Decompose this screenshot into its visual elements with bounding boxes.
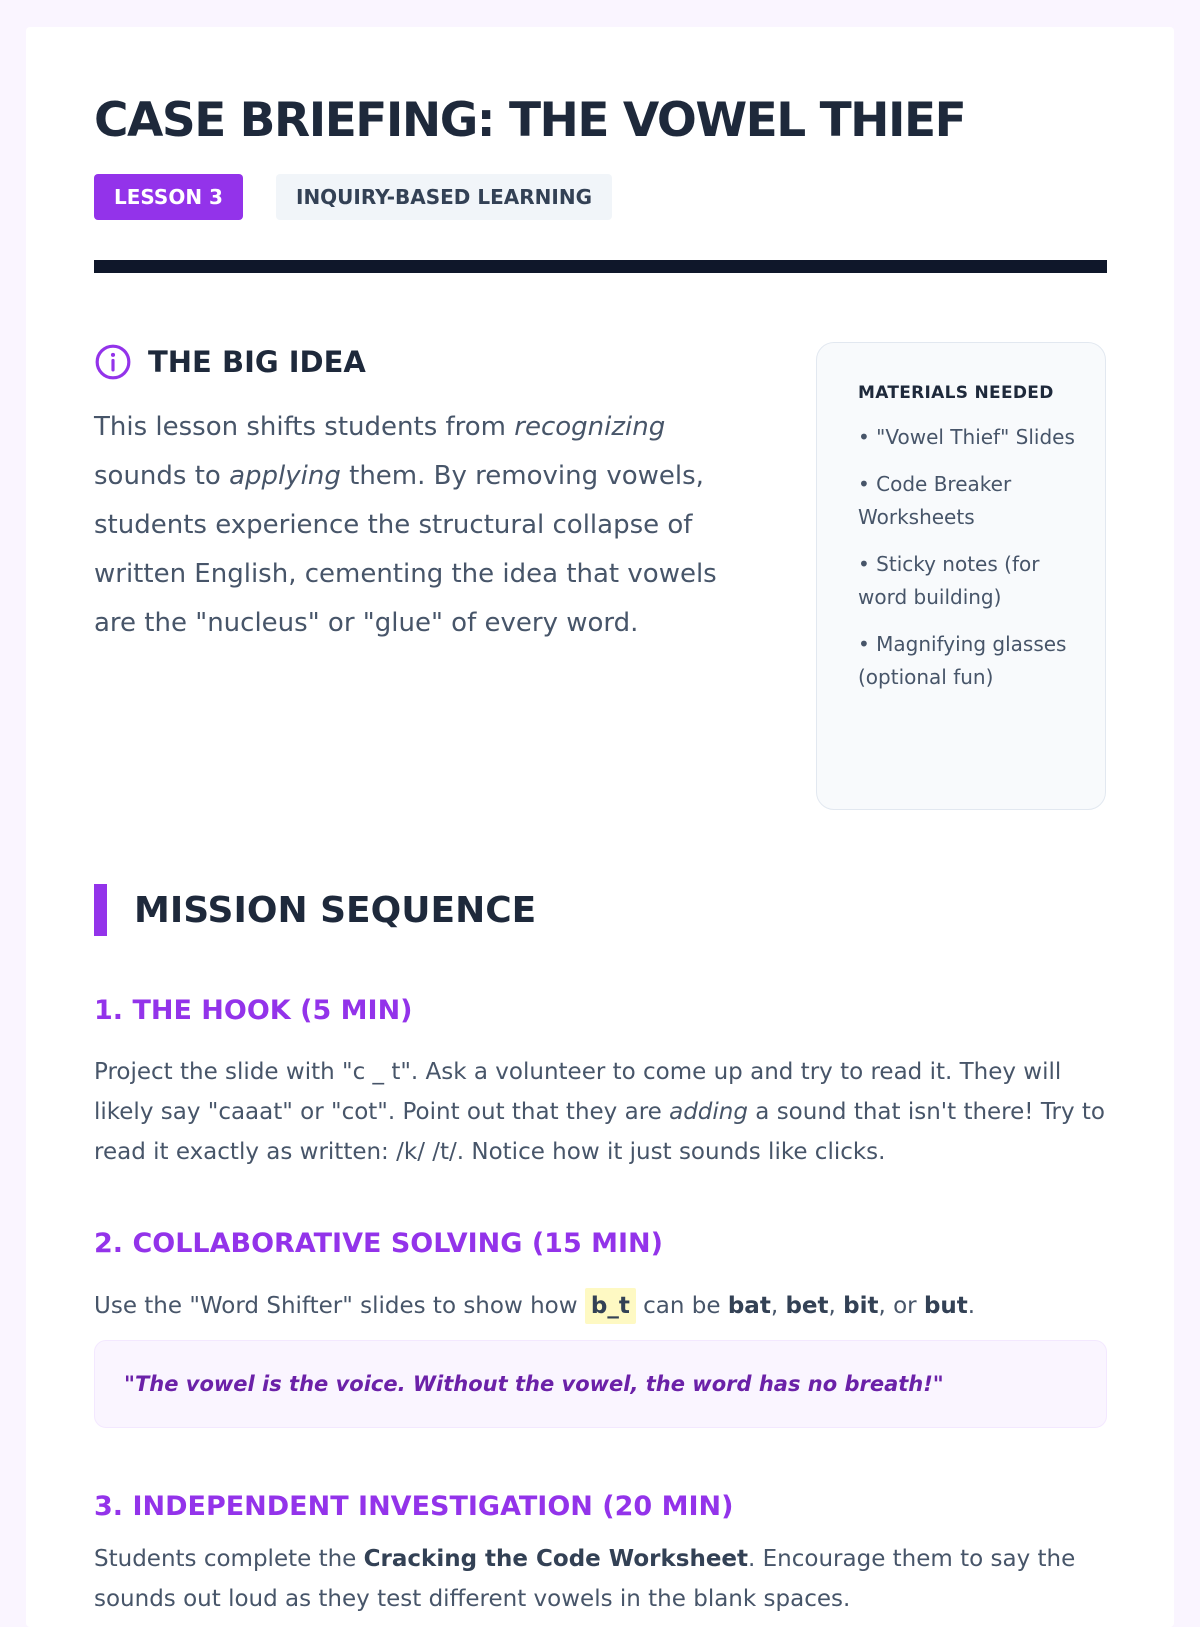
header-divider bbox=[94, 260, 1107, 273]
code-chip: b_t bbox=[585, 1288, 636, 1324]
text-segment: , or bbox=[878, 1293, 924, 1319]
word-but: but bbox=[923, 1293, 968, 1319]
step-2-text bbox=[94, 1286, 1107, 1326]
page-title: CASE BRIEFING: THE VOWEL THIEF bbox=[94, 93, 966, 148]
materials-item: • Magnifying glasses (optional fun) bbox=[858, 632, 1067, 689]
materials-item: • Sticky notes (for word building) bbox=[858, 552, 1040, 609]
text-segment: can be bbox=[635, 1293, 728, 1319]
mission-sequence-title: MISSION SEQUENCE bbox=[134, 889, 537, 931]
text-segment: Students complete the bbox=[94, 1546, 364, 1572]
mission-sequence-header bbox=[94, 884, 536, 936]
text-segment: . Encourage them to say the sounds out loud as they test different vowels in the blank spaces. bbox=[94, 1546, 1076, 1612]
quote-text: "The vowel is the voice. Without the vowel, the word has no breath!" bbox=[124, 1372, 944, 1396]
method-badge: INQUIRY-BASED LEARNING bbox=[276, 174, 612, 220]
materials-item: • Code Breaker Worksheets bbox=[858, 472, 1012, 529]
word-bat: bat bbox=[727, 1293, 771, 1319]
text-segment: Project the slide with "c _ t". Ask a volunteer to come up and try to read it. They will likely say "caaat" or "cot". Point out that they are bbox=[94, 1059, 1062, 1125]
materials-item: • "Vowel Thief" Slides bbox=[858, 425, 1075, 449]
step-2-title: 2. COLLABORATIVE SOLVING (15 MIN) bbox=[94, 1228, 663, 1259]
text-segment: , bbox=[770, 1293, 786, 1319]
materials-card bbox=[816, 342, 1106, 810]
word-bit: bit bbox=[843, 1293, 879, 1319]
section-accent-bar bbox=[94, 884, 107, 936]
word-bet: bet bbox=[785, 1293, 829, 1319]
lesson-badge: LESSON 3 bbox=[94, 174, 243, 220]
info-circle-icon bbox=[94, 343, 132, 381]
text-segment: . bbox=[967, 1293, 976, 1319]
big-idea-text bbox=[94, 403, 764, 648]
step-3-text bbox=[94, 1539, 1107, 1619]
text-segment: This lesson shifts students from bbox=[94, 412, 515, 442]
materials-title: MATERIALS NEEDED bbox=[858, 383, 1054, 403]
emphasis-applying: applying bbox=[229, 461, 341, 491]
emphasis-adding: adding bbox=[669, 1099, 748, 1125]
text-segment: them. By removing vowels, students experience the structural collapse of written English, cementing the idea that vowels are the "nucleus" or "glue" of every word. bbox=[94, 461, 717, 638]
quote-callout bbox=[94, 1340, 1107, 1428]
materials-list bbox=[858, 421, 1077, 694]
step-1-title: 1. THE HOOK (5 MIN) bbox=[94, 995, 413, 1026]
text-segment: , bbox=[828, 1293, 844, 1319]
emphasis-recognizing: recognizing bbox=[514, 412, 666, 442]
lesson-page bbox=[26, 27, 1174, 1627]
text-segment: Use the "Word Shifter" slides to show how bbox=[94, 1293, 585, 1319]
big-idea-header bbox=[94, 342, 366, 382]
text-segment: a sound that isn't there! Try to read it exactly as written: /k/ /t/. Notice how it just sounds like clicks. bbox=[94, 1099, 1105, 1165]
big-idea-title: THE BIG IDEA bbox=[148, 345, 366, 379]
worksheet-name: Cracking the Code Worksheet bbox=[363, 1546, 749, 1572]
text-segment: sounds to bbox=[94, 461, 230, 491]
step-3-title: 3. INDEPENDENT INVESTIGATION (20 MIN) bbox=[94, 1491, 734, 1522]
step-1-text bbox=[94, 1052, 1107, 1172]
